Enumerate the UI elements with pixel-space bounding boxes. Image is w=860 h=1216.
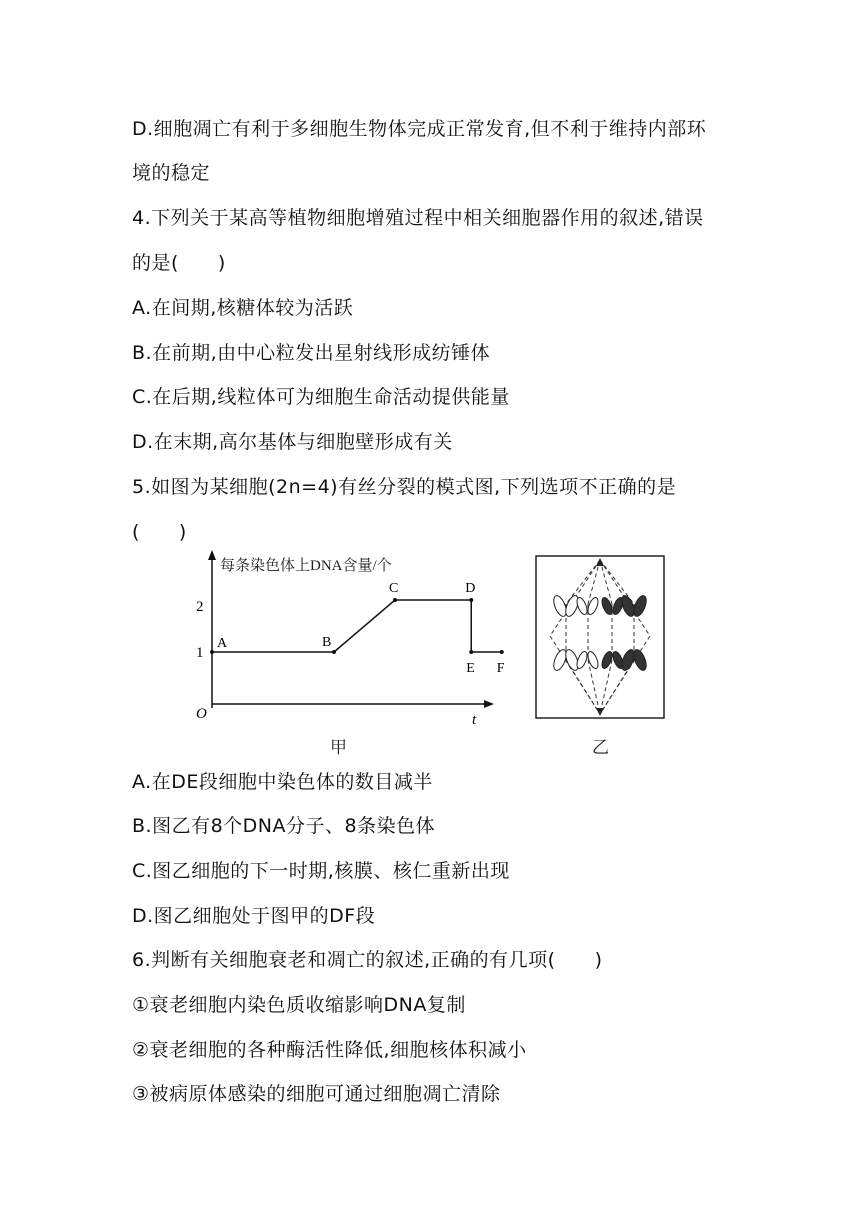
point-E bbox=[469, 650, 473, 654]
question-5-stem-line-1: 5.如图为某细胞(2n=4)有丝分裂的模式图,下列选项不正确的是 bbox=[132, 476, 677, 498]
option-3d-line-1: D.细胞凋亡有利于多细胞生物体完成正常发育,但不利于维持内部环 bbox=[132, 118, 707, 140]
point-label-C: C bbox=[389, 581, 399, 596]
curve-segment-BC bbox=[334, 600, 395, 652]
question-4-option-b: B.在前期,由中心粒发出星射线形成纺锤体 bbox=[132, 342, 491, 364]
question-6-stem: 6.判断有关细胞衰老和凋亡的叙述,正确的有几项( ) bbox=[132, 949, 603, 971]
y-axis-arrow bbox=[208, 550, 216, 560]
question-4-stem-line-1: 4.下列关于某高等植物细胞增殖过程中相关细胞器作用的叙述,错误 bbox=[132, 207, 704, 229]
question-5-figures bbox=[190, 548, 670, 768]
question-4-option-c: C.在后期,线粒体可为细胞生命活动提供能量 bbox=[132, 386, 510, 408]
x-axis-arrow bbox=[484, 700, 494, 708]
question-5-option-b: B.图乙有8个DNA分子、8条染色体 bbox=[132, 815, 436, 837]
question-5-option-c: C.图乙细胞的下一时期,核膜、核仁重新出现 bbox=[132, 860, 510, 882]
x-axis-label: t bbox=[472, 712, 477, 728]
point-C bbox=[393, 598, 397, 602]
question-5-stem-line-2: ( ) bbox=[132, 521, 187, 543]
point-label-E: E bbox=[466, 661, 475, 676]
question-5-option-a: A.在DE段细胞中染色体的数目减半 bbox=[132, 771, 433, 793]
origin-label: O bbox=[196, 706, 207, 722]
point-A bbox=[210, 650, 214, 654]
figure-jia-graph bbox=[190, 548, 670, 768]
question-4-option-d: D.在末期,高尔基体与细胞壁形成有关 bbox=[132, 431, 453, 453]
question-5-option-d: D.图乙细胞处于图甲的DF段 bbox=[132, 905, 376, 927]
point-F bbox=[500, 650, 504, 654]
cell-boundary bbox=[536, 556, 664, 718]
point-D bbox=[469, 598, 473, 602]
question-6-item-1: ①衰老细胞内染色质收缩影响DNA复制 bbox=[132, 994, 466, 1016]
dna-content-curve bbox=[210, 598, 504, 654]
figure-yi-cell bbox=[536, 556, 664, 718]
question-4-option-a: A.在间期,核糖体较为活跃 bbox=[132, 297, 354, 319]
point-label-B: B bbox=[322, 635, 332, 650]
figure-jia-caption: 甲 bbox=[330, 738, 347, 758]
y-tick-2: 2 bbox=[196, 599, 204, 615]
question-4-stem-line-2: 的是( ) bbox=[132, 252, 226, 274]
point-B bbox=[332, 650, 336, 654]
question-6-item-3: ③被病原体感染的细胞可通过细胞凋亡清除 bbox=[132, 1083, 501, 1105]
y-axis-label: 每条染色体上DNA含量/个 bbox=[220, 558, 392, 574]
option-3d-line-2: 境的稳定 bbox=[132, 162, 211, 184]
point-label-F: F bbox=[496, 661, 505, 676]
question-6-item-2: ②衰老细胞的各种酶活性降低,细胞核体积减小 bbox=[132, 1039, 527, 1061]
point-label-D: D bbox=[465, 581, 476, 596]
figure-yi-caption: 乙 bbox=[592, 738, 609, 758]
y-tick-1: 1 bbox=[196, 645, 204, 661]
point-label-A: A bbox=[217, 636, 228, 651]
